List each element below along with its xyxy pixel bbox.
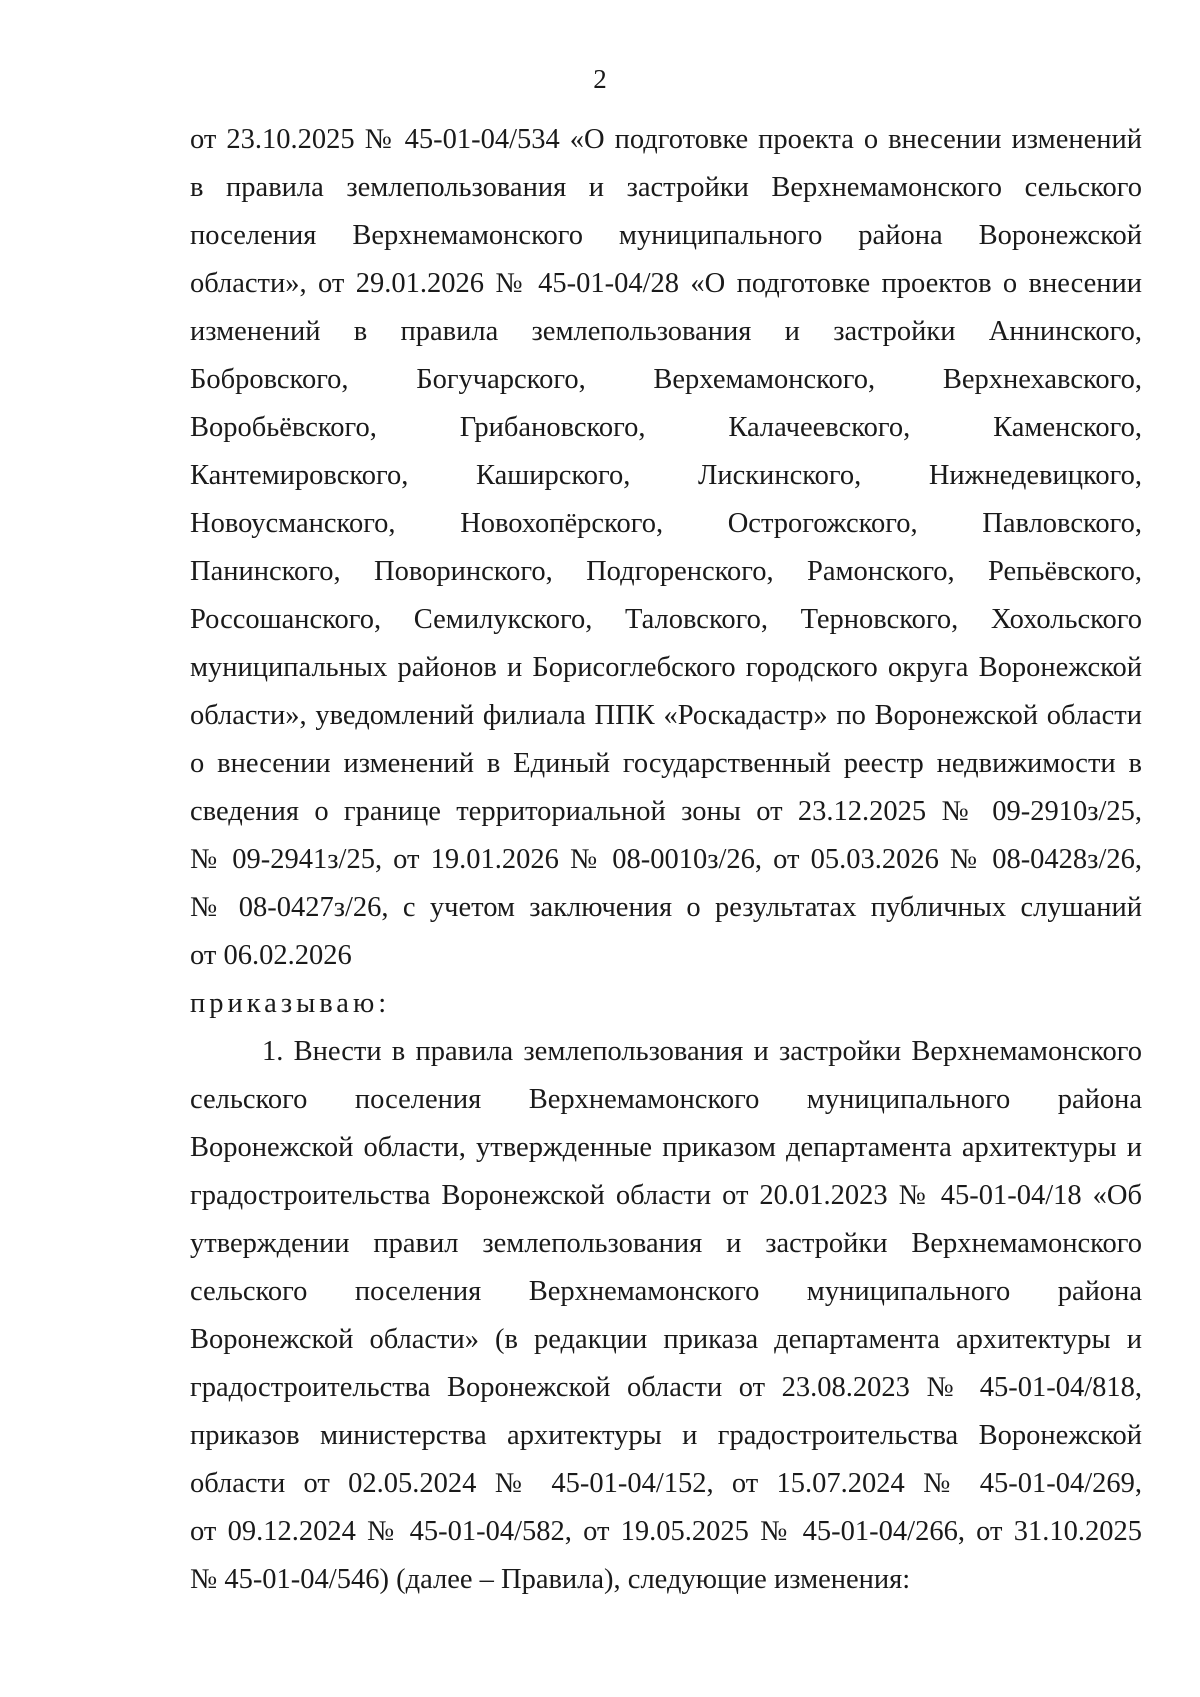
intro-line: от 23.10.2025 № 45-01-04/534 «О подготовке проекта о внесении изменений [190, 124, 1142, 155]
intro-line: области», уведомлений филиала ППК «Роскадастр» по Воронежской области [190, 700, 1142, 731]
item-1-line: 1. Внести в правила землепользования и застройки Верхнемамонского [262, 1036, 1142, 1067]
intro-line: области», от 29.01.2026 № 45-01-04/28 «О подготовке проектов о внесении [190, 268, 1142, 299]
intro-line: о внесении изменений в Единый государственный реестр недвижимости в [190, 748, 1142, 779]
item-1-line: градостроительства Воронежской области от 23.08.2023 № 45-01-04/818, [190, 1372, 1142, 1403]
intro-line: Воробьёвского, Грибановского, Калачеевского, Каменского, [190, 412, 1142, 443]
item-1-line: утверждении правил землепользования и застройки Верхнемамонского [190, 1228, 1142, 1259]
intro-line: муниципальных районов и Борисоглебского городского округа Воронежской [190, 652, 1142, 683]
intro-line: Панинского, Поворинского, Подгоренского, Рамонского, Репьёвского, [190, 556, 1142, 587]
intro-line: от 06.02.2026 [190, 940, 352, 971]
item-1-line: Воронежской области, утвержденные приказом департамента архитектуры и [190, 1132, 1142, 1163]
item-1-line: Воронежской области» (в редакции приказа департамента архитектуры и [190, 1324, 1142, 1355]
item-1-paragraph [190, 1028, 1142, 1604]
intro-line: Бобровского, Богучарского, Верхемамонского, Верхнехавского, [190, 364, 1142, 395]
item-1-line: от 09.12.2024 № 45-01-04/582, от 19.05.2025 № 45-01-04/266, от 31.10.2025 [190, 1516, 1142, 1547]
intro-line: Кантемировского, Каширского, Лискинского, Нижнедевицкого, [190, 460, 1142, 491]
item-1-line: приказов министерства архитектуры и градостроительства Воронежской [190, 1420, 1142, 1451]
item-1-line: области от 02.05.2024 № 45-01-04/152, от 15.07.2024 № 45-01-04/269, [190, 1468, 1142, 1499]
intro-line: сведения о границе территориальной зоны от 23.12.2025 № 09-2910з/25, [190, 796, 1142, 827]
item-1-line: № 45-01-04/546) (далее – Правила), следующие изменения: [190, 1564, 911, 1595]
item-1-line: сельского поселения Верхнемамонского муниципального района [190, 1084, 1142, 1115]
page-number: 2 [593, 64, 607, 94]
intro-line: Новоусманского, Новохопёрского, Острогожского, Павловского, [190, 508, 1142, 539]
intro-line: изменений в правила землепользования и застройки Аннинского, [190, 316, 1142, 347]
intro-line: № 08-0427з/26, с учетом заключения о результатах публичных слушаний [190, 892, 1142, 923]
item-1-line: сельского поселения Верхнемамонского муниципального района [190, 1276, 1142, 1307]
intro-line: № 09-2941з/25, от 19.01.2026 № 08-0010з/26, от 05.03.2026 № 08-0428з/26, [190, 844, 1142, 875]
intro-line: в правила землепользования и застройки Верхнемамонского сельского [190, 172, 1142, 203]
intro-line: Россошанского, Семилукского, Таловского, Терновского, Хохольского [190, 604, 1142, 635]
item-1-line: градостроительства Воронежской области от 20.01.2023 № 45-01-04/18 «Об [190, 1180, 1142, 1211]
order-word: приказываю: [190, 988, 391, 1019]
intro-paragraph [190, 116, 1142, 980]
intro-line: поселения Верхнемамонского муниципального района Воронежской [190, 220, 1142, 251]
